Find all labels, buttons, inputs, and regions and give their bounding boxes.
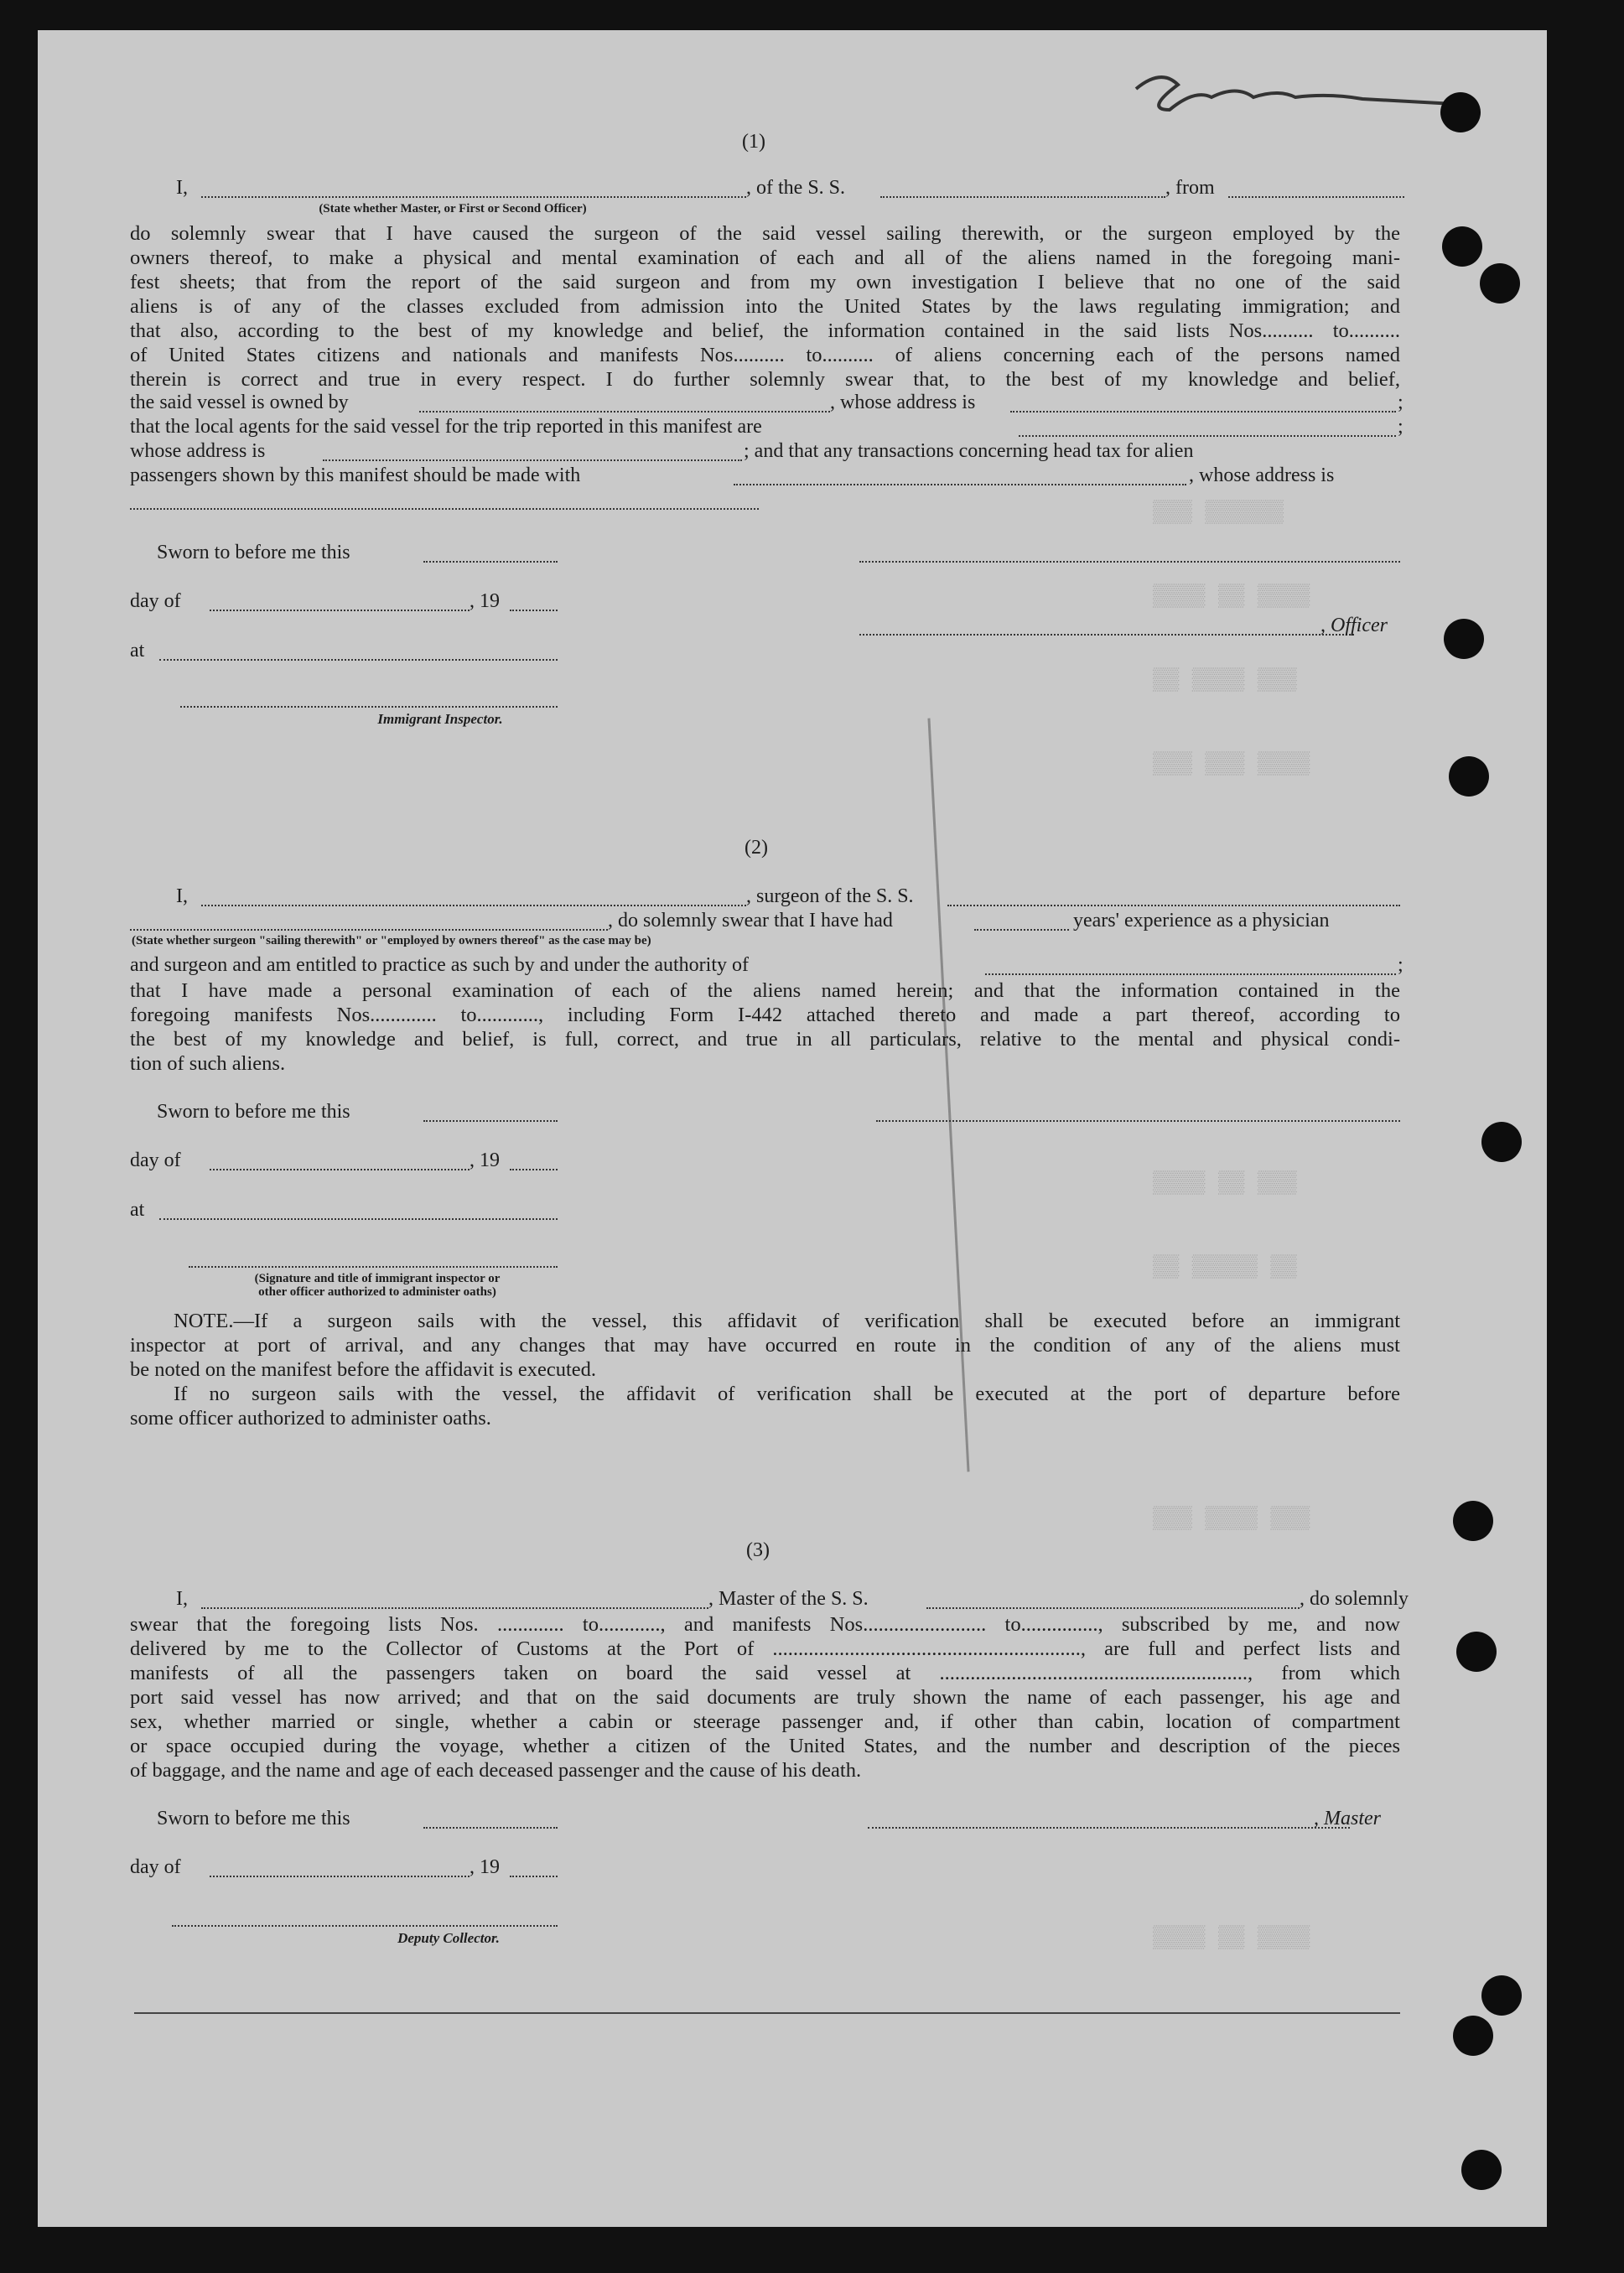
bleed-through-text: ▒▒▒ ▒▒▒▒▒▒ — [1153, 500, 1284, 525]
part2-surgeon-signature-line[interactable] — [876, 1120, 1400, 1122]
part2-signature-note: (Signature and title of immigrant inspector or — [254, 1272, 501, 1285]
part1-year-field[interactable] — [510, 610, 558, 611]
part1-officer-label: , Officer — [1320, 615, 1388, 636]
part2-note-line: inspector at port of arrival, and any changes that may have occurred en route in the condition of any of the aliens must — [130, 1334, 1400, 1357]
part1-local-agents-field[interactable] — [1019, 435, 1396, 437]
part3-paragraph-line: delivered by me to the Collector of Customs at the Port of ............................................................, are full and perfect lists and — [130, 1637, 1400, 1660]
part2-swear-text: , do solemnly swear that I have had — [608, 910, 893, 932]
part2-day-of-label: day of — [130, 1149, 181, 1171]
part2-note-line: some officer authorized to administer oaths. — [130, 1407, 491, 1430]
punch-hole — [1442, 226, 1482, 267]
part3-year-label: , 19 — [470, 1856, 500, 1878]
part3-i-label: I, — [176, 1588, 188, 1610]
part1-signature-line[interactable] — [859, 561, 1400, 563]
punch-hole — [1461, 2150, 1502, 2190]
part1-owner-field[interactable] — [419, 411, 830, 413]
part2-paragraph-line: tion of such aliens. — [130, 1052, 286, 1075]
part3-vessel-field[interactable] — [926, 1607, 1300, 1609]
part2-vessel-field[interactable] — [947, 905, 1400, 906]
part1-agents-address-field[interactable] — [323, 459, 742, 461]
part2-note-line: be noted on the manifest before the affidavit is executed. — [130, 1358, 597, 1381]
part1-whose-address-end: , whose address is — [1189, 464, 1335, 486]
part2-years-field[interactable] — [974, 929, 1069, 931]
part1-whose-address-label: , whose address is — [830, 392, 976, 413]
part1-head-tax-party-field[interactable] — [734, 484, 1186, 485]
part1-paragraph-line: of United States citizens and nationals and manifests Nos.......... to.......... of aliens concerning each of the persons named — [130, 344, 1400, 366]
part1-head-tax-text: ; and that any transactions concerning head tax for alien — [744, 440, 1194, 462]
part2-i-label: I, — [176, 885, 188, 907]
part1-from-field[interactable] — [1228, 196, 1404, 198]
part2-surgeon-of-label: , surgeon of the S. S. — [746, 885, 914, 907]
part2-signature-note: other officer authorized to administer oaths) — [258, 1285, 496, 1299]
part3-paragraph-line: of baggage, and the name and age of each deceased passenger and the cause of his death. — [130, 1759, 862, 1782]
part1-inspector-signature-line[interactable] — [180, 706, 558, 708]
part2-day-field[interactable] — [210, 1169, 470, 1170]
part3-paragraph-line: swear that the foregoing lists Nos. ............. to............, and manifests Nos........................ to..............., subscribed by me, and now — [130, 1613, 1400, 1636]
part2-paragraph-line: the best of my knowledge and belief, is full, correct, and true in all particulars, relative to the mental and physical condi- — [130, 1028, 1400, 1051]
part3-do-solemnly: , do solemnly — [1300, 1588, 1409, 1610]
part2-surgeon-name-field[interactable] — [201, 905, 746, 906]
part1-year-label: , 19 — [470, 590, 500, 612]
bottom-rule — [134, 2012, 1400, 2014]
part1-local-agents-label: that the local agents for the said vessel for the trip reported in this manifest are — [130, 416, 762, 438]
part3-paragraph-line: or space occupied during the voyage, whether a citizen of the United States, and the number and description of the pieces — [130, 1735, 1400, 1757]
part2-at-label: at — [130, 1199, 145, 1221]
punch-hole — [1453, 1501, 1493, 1541]
part2-authority-field[interactable] — [985, 973, 1396, 975]
bleed-through-text: ▒▒ ▒▒▒▒ ▒▒▒ — [1153, 667, 1297, 693]
part1-at-label: at — [130, 640, 145, 662]
punch-hole — [1449, 756, 1489, 797]
part2-surgeon-status-field[interactable] — [130, 929, 608, 931]
part1-at-field[interactable] — [159, 659, 558, 661]
part1-i-label: I, — [176, 177, 188, 199]
part1-vessel-field[interactable] — [880, 196, 1165, 198]
part1-inspector-label: Immigrant Inspector. — [377, 711, 503, 727]
part1-head-tax-address-field[interactable] — [130, 508, 759, 510]
part3-master-name-field[interactable] — [201, 1607, 708, 1609]
part1-semicolon: ; — [1398, 416, 1403, 438]
part1-owned-by-label: the said vessel is owned by — [130, 392, 349, 413]
punch-hole — [1480, 263, 1520, 304]
punch-hole — [1444, 619, 1484, 659]
punch-hole — [1481, 1975, 1522, 2016]
part1-passengers-text: passengers shown by this manifest should be made with — [130, 464, 581, 486]
part2-paragraph-line: and surgeon and am entitled to practice as such by and under the authority of — [130, 954, 749, 976]
part3-collector-signature-line[interactable] — [172, 1925, 558, 1927]
part1-of-ss-label: , of the S. S. — [746, 177, 846, 199]
part1-paragraph-line: owners thereof, to make a physical and mental examination of each and all of the aliens named in the foregoing mani- — [130, 247, 1400, 269]
punch-hole — [1456, 1632, 1497, 1672]
part1-day-field[interactable] — [210, 610, 470, 611]
part3-year-field[interactable] — [510, 1876, 558, 1877]
part1-day-of-label: day of — [130, 590, 181, 612]
part1-officer-signature-line[interactable] — [859, 634, 1354, 636]
part3-master-label: , Master — [1314, 1808, 1381, 1829]
part1-paragraph-line: therein is correct and true in every respect. I do further solemnly swear that, to the best of my knowledge and belief, — [130, 368, 1400, 391]
part2-inspector-signature-line[interactable] — [189, 1266, 558, 1268]
part1-semicolon: ; — [1398, 392, 1403, 413]
punch-hole — [1481, 1122, 1522, 1162]
part3-number: (3) — [746, 1539, 770, 1561]
bleed-through-text: ▒▒ ▒▒▒▒▒ ▒▒ — [1153, 1254, 1297, 1279]
part2-years-text: years' experience as a physician — [1073, 910, 1330, 932]
part3-sworn-field[interactable] — [423, 1827, 558, 1829]
part1-paragraph-line: aliens is of any of the classes excluded from admission into the United States by the laws regulating immigration; and — [130, 295, 1400, 318]
bleed-through-text: ▒▒▒ ▒▒▒▒ ▒▒▒ — [1153, 1506, 1310, 1531]
part2-semicolon: ; — [1398, 954, 1403, 976]
handwritten-scribble — [1111, 64, 1463, 122]
bleed-through-text: ▒▒▒ ▒▒▒ ▒▒▒▒ — [1153, 751, 1310, 776]
part1-sworn-label: Sworn to before me this — [157, 542, 350, 563]
part3-paragraph-line: port said vessel has now arrived; and that on the said documents are truly shown the name of each passenger, his age and — [130, 1686, 1400, 1709]
part2-year-label: , 19 — [470, 1149, 500, 1171]
part2-year-field[interactable] — [510, 1169, 558, 1170]
bleed-through-text: ▒▒▒▒ ▒▒ ▒▒▒▒ — [1153, 584, 1310, 609]
bleed-through-text: ▒▒▒▒ ▒▒ ▒▒▒ — [1153, 1170, 1297, 1196]
part3-day-of-label: day of — [130, 1856, 181, 1878]
part2-note-line: If no surgeon sails with the vessel, the affidavit of verification shall be executed at the port of departure before — [174, 1383, 1400, 1405]
part2-at-field[interactable] — [159, 1218, 558, 1220]
punch-hole — [1440, 92, 1481, 132]
part1-whose-address-label-2: whose address is — [130, 440, 266, 462]
part1-officer-name-field[interactable] — [201, 196, 746, 198]
bleed-through-text: ▒▒▒▒ ▒▒ ▒▒▒▒ — [1153, 1925, 1310, 1950]
part1-from-label: , from — [1165, 177, 1215, 199]
part1-paragraph-line: that also, according to the best of my knowledge and belief, the information contained in the said lists Nos.......... to.......... — [130, 319, 1400, 342]
part3-master-signature-line[interactable] — [868, 1827, 1350, 1829]
part2-paragraph-line: foregoing manifests Nos............. to............, including Form I-442 attached thereto and made a part thereof, according to — [130, 1004, 1400, 1026]
part3-day-field[interactable] — [210, 1876, 470, 1877]
part2-surgeon-note: (State whether surgeon "sailing therewith" or "employed by owners thereof" as the case may be) — [132, 934, 651, 947]
part2-sworn-field[interactable] — [423, 1120, 558, 1122]
part2-sworn-label: Sworn to before me this — [157, 1101, 350, 1123]
part1-paragraph-line: fest sheets; that from the report of the said surgeon and from my own investigation I believe that no one of the said — [130, 271, 1400, 293]
part1-owner-address-field[interactable] — [1010, 411, 1396, 413]
part1-number: (1) — [742, 131, 765, 153]
part3-master-of-label: , Master of the S. S. — [708, 1588, 869, 1610]
punch-hole — [1453, 2016, 1493, 2056]
part3-paragraph-line: sex, whether married or single, whether a cabin or steerage passenger and, if other than cabin, location of compartment — [130, 1710, 1400, 1733]
part2-paragraph-line: that I have made a personal examination of each of the aliens named herein; and that the information contained in the — [130, 979, 1400, 1002]
part1-master-note: (State whether Master, or First or Second Officer) — [319, 202, 587, 215]
part3-paragraph-line: manifests of all the passengers taken on board the said vessel at ............................................................, from which — [130, 1662, 1400, 1684]
part1-paragraph-line: do solemnly swear that I have caused the surgeon of the said vessel sailing therewith, or the surgeon employed by the — [130, 222, 1400, 245]
part1-sworn-field[interactable] — [423, 561, 558, 563]
part3-deputy-label: Deputy Collector. — [397, 1930, 500, 1946]
part2-note-line: NOTE.—If a surgeon sails with the vessel, this affidavit of verification shall be executed before an immigrant — [174, 1310, 1400, 1332]
part2-number: (2) — [745, 837, 768, 859]
manifest-page — [38, 30, 1547, 2227]
part3-sworn-label: Sworn to before me this — [157, 1808, 350, 1829]
